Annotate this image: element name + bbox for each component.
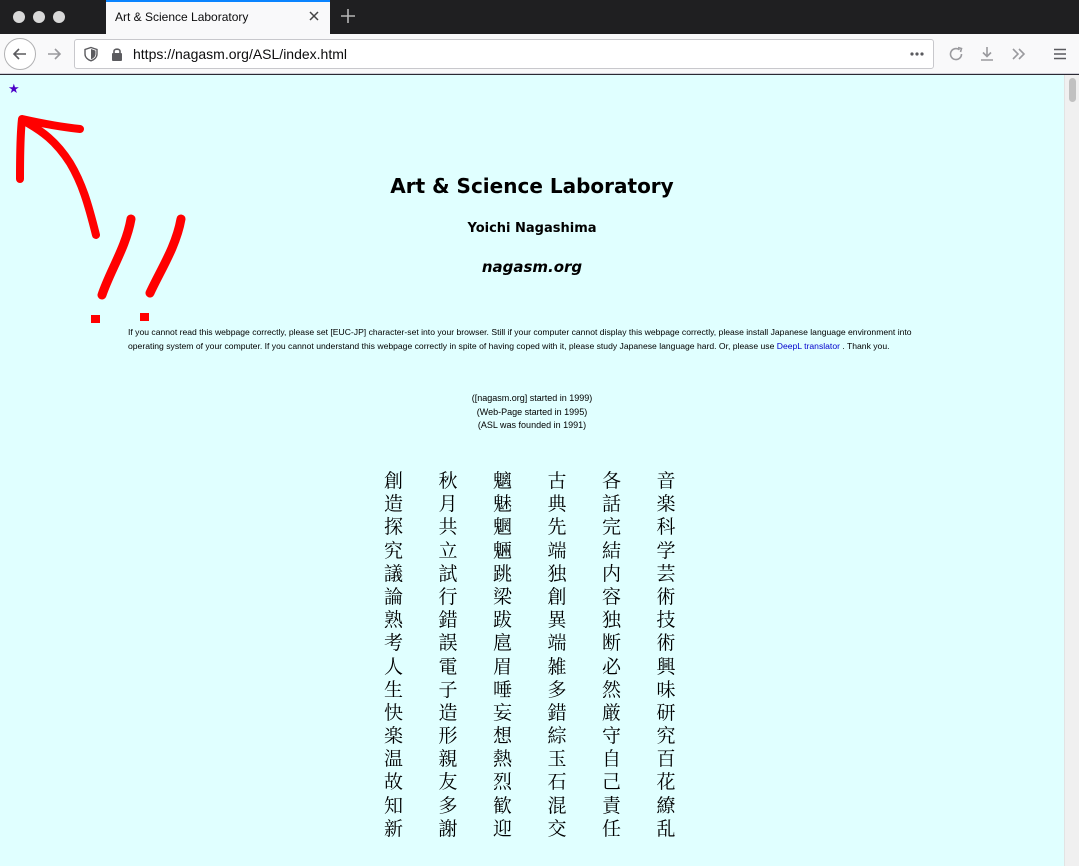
- kanji-character: 典: [547, 493, 567, 516]
- kanji-character: 研: [656, 701, 676, 724]
- kanji-character: 人: [384, 655, 404, 678]
- kanji-character: 繚: [656, 794, 676, 817]
- back-arrow-icon: [11, 45, 29, 63]
- deepl-translator-link[interactable]: DeepL translator: [776, 340, 840, 351]
- kanji-character: 内: [602, 562, 622, 585]
- kanji-column: [384, 470, 439, 841]
- kanji-column: [493, 470, 548, 841]
- kanji-character: 端: [547, 539, 567, 562]
- kanji-character: 芸: [656, 562, 676, 585]
- kanji-character: 混: [547, 794, 567, 817]
- lock-icon[interactable]: [109, 46, 125, 62]
- kanji-character: 創: [384, 470, 404, 492]
- minimize-window-button[interactable]: [33, 11, 45, 23]
- download-icon: [978, 45, 996, 63]
- kanji-character: 究: [384, 539, 404, 562]
- downloads-button[interactable]: [971, 38, 1003, 70]
- close-window-button[interactable]: [13, 11, 25, 23]
- kanji-character: 電: [438, 655, 458, 678]
- overflow-menu-button[interactable]: [1003, 38, 1035, 70]
- reload-icon: [947, 45, 965, 63]
- page-actions-icon[interactable]: [909, 46, 925, 62]
- forward-button[interactable]: [38, 38, 70, 70]
- kanji-character: 造: [438, 701, 458, 724]
- kanji-character: 話: [602, 493, 622, 516]
- kanji-character: 任: [602, 817, 622, 840]
- kanji-character: 故: [384, 771, 404, 794]
- double-exclamation-annotation: [0, 75, 200, 335]
- kanji-character: 親: [438, 748, 458, 771]
- kanji-character: 眉: [493, 655, 513, 678]
- kanji-character: 乱: [656, 817, 676, 840]
- kanji-character: 生: [384, 678, 404, 701]
- kanji-character: 学: [656, 539, 676, 562]
- kanji-character: 多: [547, 678, 567, 701]
- kanji-character: 完: [602, 516, 622, 539]
- kanji-character: 綜: [547, 725, 567, 748]
- author-name: Yoichi Nagashima: [467, 221, 597, 236]
- kanji-character: 興: [656, 655, 676, 678]
- kanji-character: 音: [656, 470, 676, 492]
- back-button[interactable]: [4, 38, 36, 70]
- kanji-character: 子: [438, 678, 458, 701]
- page-viewport: [0, 75, 1064, 866]
- kanji-character: 知: [384, 794, 404, 817]
- reload-button[interactable]: [940, 38, 972, 70]
- kanji-character: 烈: [493, 771, 513, 794]
- kanji-column: [439, 470, 494, 841]
- kanji-character: 試: [438, 562, 458, 585]
- kanji-character: 断: [602, 632, 622, 655]
- vertical-scrollbar[interactable]: [1064, 75, 1079, 866]
- kanji-character: 容: [602, 585, 622, 608]
- kanji-character: 想: [493, 725, 513, 748]
- notice-text: If you cannot read this webpage correctly, please set [EUC-JP] character-set into your browser. Still if your computer cannot display this webpage correctly, please install Japanese language environment into operating system of your computer. If you cannot understand this webpage correctly in spite of having coped with it, please study Japanese language hard. Or, please use: [128, 327, 912, 351]
- new-tab-icon[interactable]: [338, 6, 358, 26]
- kanji-character: 味: [656, 678, 676, 701]
- kanji-character: 妄: [493, 701, 513, 724]
- url-text[interactable]: https://nagasm.org/ASL/index.html: [133, 46, 347, 62]
- history-line: (Web-Page started in 1995): [476, 406, 588, 417]
- navigation-bar: [0, 34, 1079, 74]
- kanji-character: 探: [384, 516, 404, 539]
- kanji-character: 立: [438, 539, 458, 562]
- kanji-character: 独: [547, 562, 567, 585]
- kanji-character: 花: [656, 771, 676, 794]
- app-menu-button[interactable]: [1044, 38, 1076, 70]
- kanji-character: 快: [384, 701, 404, 724]
- kanji-character: 術: [656, 585, 676, 608]
- kanji-character: 究: [656, 725, 676, 748]
- kanji-character: 謝: [438, 817, 458, 840]
- kanji-character: 形: [438, 725, 458, 748]
- close-tab-icon[interactable]: [306, 8, 322, 24]
- kanji-character: 行: [438, 585, 458, 608]
- kanji-character: 多: [438, 794, 458, 817]
- kanji-character: 新: [384, 817, 404, 840]
- kanji-character: 責: [602, 794, 622, 817]
- kanji-character: 月: [438, 493, 458, 516]
- hamburger-menu-icon: [1051, 45, 1069, 63]
- kanji-character: 議: [384, 562, 404, 585]
- kanji-character: 異: [547, 609, 567, 632]
- site-name: nagasm.org: [481, 258, 583, 276]
- kanji-character: 百: [656, 748, 676, 771]
- star-link[interactable]: ★: [8, 82, 20, 97]
- forward-arrow-icon: [45, 45, 63, 63]
- kanji-character: 錯: [547, 701, 567, 724]
- kanji-character: 各: [602, 470, 622, 492]
- kanji-character: 論: [384, 585, 404, 608]
- kanji-character: 技: [656, 609, 676, 632]
- kanji-column: [657, 470, 712, 841]
- kanji-motto-grid: [384, 470, 711, 841]
- kanji-character: 雑: [547, 655, 567, 678]
- tab-active[interactable]: [106, 0, 330, 34]
- shield-icon[interactable]: [83, 46, 99, 62]
- history-notes: [0, 392, 1064, 433]
- history-line: (ASL was founded in 1991): [477, 420, 587, 430]
- kanji-character: 造: [384, 493, 404, 516]
- kanji-character: 術: [656, 632, 676, 655]
- url-bar[interactable]: [74, 39, 934, 69]
- kanji-character: 友: [438, 771, 458, 794]
- kanji-character: 跋: [493, 609, 513, 632]
- kanji-character: 楽: [656, 493, 676, 516]
- kanji-character: 考: [384, 632, 404, 655]
- kanji-character: 熟: [384, 609, 404, 632]
- kanji-character: 自: [602, 748, 622, 771]
- kanji-character: 迎: [493, 817, 513, 840]
- scrollbar-thumb[interactable]: [1069, 78, 1076, 102]
- kanji-character: 魍: [493, 516, 513, 539]
- kanji-character: 楽: [384, 725, 404, 748]
- kanji-character: 温: [384, 748, 404, 771]
- kanji-character: 唾: [493, 678, 513, 701]
- kanji-character: 熱: [493, 748, 513, 771]
- kanji-character: 玉: [547, 748, 567, 771]
- kanji-character: 扈: [493, 632, 513, 655]
- kanji-character: 厳: [602, 701, 622, 724]
- encoding-notice: [128, 326, 934, 353]
- kanji-character: 科: [656, 516, 676, 539]
- notice-thanks: . Thank you.: [839, 340, 890, 351]
- kanji-character: 跳: [493, 562, 513, 585]
- kanji-character: 魎: [493, 539, 513, 562]
- kanji-character: 端: [547, 632, 567, 655]
- kanji-character: 石: [547, 771, 567, 794]
- kanji-character: 共: [438, 516, 458, 539]
- kanji-character: 守: [602, 725, 622, 748]
- kanji-character: 魑: [493, 470, 513, 492]
- kanji-character: 独: [602, 609, 622, 632]
- kanji-character: 梁: [493, 585, 513, 608]
- kanji-character: 先: [547, 516, 567, 539]
- zoom-window-button[interactable]: [53, 11, 65, 23]
- kanji-character: 古: [547, 470, 567, 492]
- kanji-character: 必: [602, 655, 622, 678]
- history-line: ([nagasm.org] started in 1999): [471, 393, 593, 403]
- kanji-character: 誤: [438, 632, 458, 655]
- kanji-character: 交: [547, 817, 567, 840]
- kanji-character: 結: [602, 539, 622, 562]
- kanji-character: 錯: [438, 609, 458, 632]
- tab-strip: [0, 0, 1079, 34]
- page-title: Art & Science Laboratory: [390, 174, 674, 198]
- kanji-character: 己: [602, 771, 622, 794]
- kanji-column: [602, 470, 657, 841]
- kanji-character: 秋: [438, 470, 458, 492]
- tab-title: Art & Science Laboratory: [115, 10, 249, 24]
- double-chevron-right-icon: [1010, 45, 1028, 63]
- kanji-column: [548, 470, 603, 841]
- kanji-character: 歓: [493, 794, 513, 817]
- kanji-character: 魅: [493, 493, 513, 516]
- kanji-character: 創: [547, 585, 567, 608]
- kanji-character: 然: [602, 678, 622, 701]
